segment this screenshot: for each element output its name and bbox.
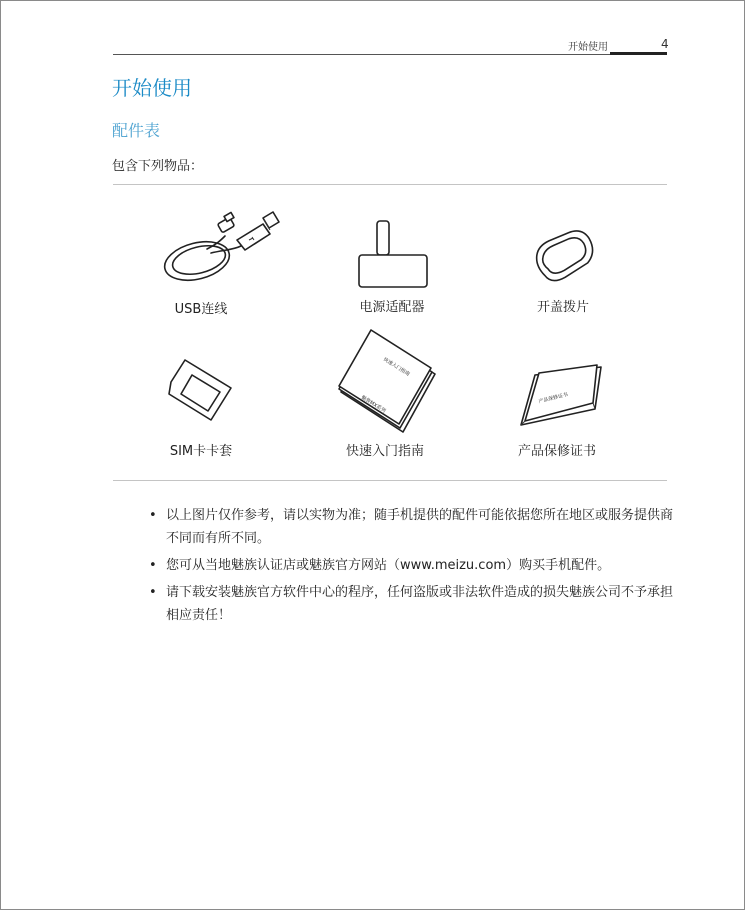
top-divider	[113, 184, 667, 185]
guide-cover-title: 快速入门指南	[381, 356, 411, 378]
quick-start-guide-icon	[339, 326, 439, 436]
item-label-sim-card-adapter: SIM卡卡套	[169, 444, 233, 459]
notes-list	[149, 504, 674, 627]
warranty-certificate-icon	[513, 363, 608, 433]
note-item: • 请下载安装魅族官方软件中心的程序，任何盗版或非法软件造成的损失魅族公司不予承担相应责任！	[149, 581, 674, 627]
power-adapter-icon	[356, 219, 431, 291]
cover-pick-icon	[529, 229, 604, 289]
sim-card-adapter-icon	[167, 358, 237, 423]
note-item: • 您可从当地魅族认证店或魅族官方网站（www.meizu.com）购买手机配件。	[149, 554, 674, 577]
item-label-warranty-certificate: 产品保修证书	[517, 444, 597, 459]
certificate-cover-title: 产品保修证书	[538, 391, 569, 405]
item-label-usb-cable: USB连线	[174, 302, 228, 317]
item-label-cover-pick: 开盖拨片	[536, 300, 590, 315]
usb-cable-icon	[159, 206, 279, 291]
header-accent-bar	[610, 52, 667, 55]
intro-text: 包含下列物品：	[112, 159, 204, 174]
bottom-divider	[113, 480, 667, 481]
section-subtitle: 配件表	[112, 121, 161, 140]
item-label-power-adapter: 电源适配器	[359, 300, 425, 315]
header-rule	[113, 54, 667, 55]
running-header-title: 开始使用	[568, 42, 608, 53]
item-label-quick-start-guide: 快速入门指南	[345, 444, 425, 459]
page-number: 4	[661, 37, 669, 51]
note-item: • 以上图片仅作参考，请以实物为准；随手机提供的配件可能依据您所在地区或服务提供商不同而有所不同。	[149, 504, 674, 550]
page-title: 开始使用	[112, 76, 192, 100]
guide-cover-series: 魅族MX系列	[359, 394, 387, 415]
